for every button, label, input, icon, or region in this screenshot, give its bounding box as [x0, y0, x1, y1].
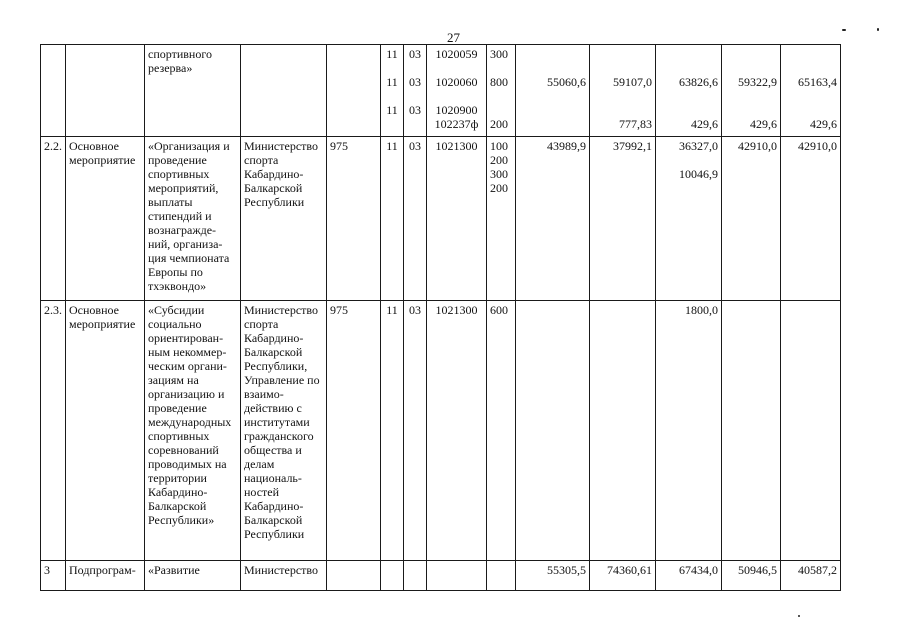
table-cell: [781, 137, 841, 301]
cell-line: соревнований: [148, 443, 219, 457]
table-cell: [427, 301, 487, 561]
cell-line: Министерство: [244, 303, 318, 317]
cell-line: [490, 563, 512, 577]
table-cell: [487, 137, 516, 301]
cell-line: гражданского: [244, 429, 314, 443]
cell-line: [69, 47, 141, 61]
cell-line: 55305,5: [547, 563, 586, 577]
table-cell: [404, 45, 427, 137]
table-cell: [590, 137, 656, 301]
cell-line: 429,6: [810, 117, 837, 131]
cell-line: ностей: [244, 485, 280, 499]
table-cell: [722, 561, 781, 591]
cell-line: спортивных: [148, 429, 210, 443]
table-cell: [66, 137, 145, 301]
table-cell: [41, 137, 66, 301]
scan-mark-top-right-2: [877, 28, 879, 31]
cell-line: стипендий и: [148, 209, 212, 223]
table-cell: [404, 301, 427, 561]
table-row-row-3: [41, 561, 841, 591]
cell-line: 55060,6: [547, 75, 586, 89]
table-cell: [516, 137, 590, 301]
cell-line: 300: [490, 47, 508, 61]
cell-line: 40587,2: [798, 563, 837, 577]
cell-line: Кабардино-: [244, 331, 304, 345]
cell-line: «Развитие: [148, 563, 200, 577]
table-cell: [656, 301, 722, 561]
table-cell: [145, 45, 241, 137]
cell-line: 37992,1: [613, 139, 652, 153]
cell-line: Кабардино-: [244, 167, 304, 181]
table-cell: [327, 137, 381, 301]
cell-line: 1021300: [435, 139, 478, 153]
cell-line: 03: [409, 139, 421, 153]
cell-line: ция чемпионата: [148, 251, 230, 265]
table-cell: [781, 45, 841, 137]
cell-line: [244, 47, 323, 61]
cell-line: Республики,: [244, 359, 308, 373]
cell-line: 43989,9: [547, 139, 586, 153]
cell-line: [593, 47, 652, 61]
cell-line: Балкарской: [244, 181, 303, 195]
table-cell: [404, 137, 427, 301]
cell-line: [593, 89, 652, 103]
cell-line: 11: [386, 103, 398, 117]
cell-line: 300: [490, 167, 508, 181]
cell-line: международных: [148, 415, 232, 429]
cell-line: 100: [490, 139, 508, 153]
table-cell: [722, 45, 781, 137]
cell-line: 102237ф: [434, 117, 479, 131]
cell-line: 59322,9: [738, 75, 777, 89]
cell-line: Балкарской: [244, 513, 303, 527]
budget-table: [40, 44, 841, 591]
cell-line: [784, 303, 837, 317]
cell-line: ориентирован-: [148, 331, 224, 345]
cell-line: территории: [148, 471, 207, 485]
cell-line: 777,83: [619, 117, 652, 131]
cell-line: [725, 61, 777, 75]
cell-line: [659, 61, 718, 75]
cell-line: 200: [490, 117, 508, 131]
cell-line: националь-: [244, 471, 302, 485]
cell-line: спортивного: [148, 47, 212, 61]
table-cell: [241, 137, 327, 301]
cell-line: [593, 303, 652, 317]
table-cell: [66, 561, 145, 591]
cell-line: мероприятие: [69, 153, 136, 167]
table-cell: [66, 45, 145, 137]
cell-line: [519, 303, 586, 317]
table-cell: [381, 561, 404, 591]
cell-line: [593, 103, 652, 117]
cell-line: общества и: [244, 443, 302, 457]
table-cell: [722, 301, 781, 561]
cell-line: Министерство: [244, 563, 318, 577]
table-cell: [41, 561, 66, 591]
table-cell: [487, 561, 516, 591]
cell-line: 429,6: [691, 117, 718, 131]
cell-line: Республики»: [148, 513, 215, 527]
cell-line: [384, 61, 400, 75]
table-cell: [145, 137, 241, 301]
cell-line: 800: [490, 75, 508, 89]
cell-line: 975: [330, 303, 348, 317]
cell-line: 1021300: [435, 303, 478, 317]
cell-line: [593, 61, 652, 75]
cell-line: организацию и: [148, 387, 225, 401]
cell-line: 2.2.: [44, 139, 62, 153]
cell-line: [659, 47, 718, 61]
cell-line: 1020059: [435, 47, 478, 61]
cell-line: 2.3.: [44, 303, 62, 317]
table-cell: [516, 301, 590, 561]
table-cell: [381, 137, 404, 301]
cell-line: [659, 103, 718, 117]
cell-line: 600: [490, 303, 508, 317]
cell-line: действию с: [244, 401, 302, 415]
table-cell: [656, 137, 722, 301]
cell-line: [725, 47, 777, 61]
table-cell: [327, 561, 381, 591]
scan-mark-top-right: [842, 29, 846, 31]
table-cell: [590, 561, 656, 591]
cell-line: Республики: [244, 195, 305, 209]
table-cell: [427, 137, 487, 301]
cell-line: Балкарской: [148, 499, 207, 513]
cell-line: выплаты: [148, 195, 193, 209]
cell-line: [659, 89, 718, 103]
cell-line: [384, 563, 400, 577]
table-cell: [656, 45, 722, 137]
table-cell: [381, 301, 404, 561]
cell-line: [430, 89, 483, 103]
cell-line: [519, 61, 586, 75]
table-cell: [590, 301, 656, 561]
cell-line: Основное: [69, 303, 119, 317]
cell-line: взаимо-: [244, 387, 284, 401]
cell-line: [407, 563, 423, 577]
cell-line: «Субсидии: [148, 303, 205, 317]
cell-line: 1020060: [435, 75, 478, 89]
cell-line: 03: [409, 47, 421, 61]
cell-line: ным некоммер-: [148, 345, 227, 359]
cell-line: [330, 47, 377, 61]
cell-line: 36327,0: [679, 139, 718, 153]
cell-line: мероприятий,: [148, 181, 219, 195]
cell-line: [490, 103, 512, 117]
cell-line: делам: [244, 457, 275, 471]
table-cell: [516, 45, 590, 137]
table-cell: [41, 301, 66, 561]
cell-line: 63826,6: [679, 75, 718, 89]
table-cell: [516, 561, 590, 591]
table-row-row-continuation: [41, 45, 841, 137]
scan-mark-bottom-right: [798, 615, 800, 617]
cell-line: спорта: [244, 153, 279, 167]
cell-line: 74360,61: [607, 563, 652, 577]
table-row-row-2-3: [41, 301, 841, 561]
cell-line: спортивных: [148, 167, 210, 181]
table-cell: [590, 45, 656, 137]
cell-line: [519, 47, 586, 61]
cell-line: 429,6: [750, 117, 777, 131]
cell-line: [725, 89, 777, 103]
table-cell: [327, 301, 381, 561]
cell-line: 11: [386, 75, 398, 89]
cell-line: 10046,9: [679, 167, 718, 181]
cell-line: [384, 89, 400, 103]
table-cell: [381, 45, 404, 137]
cell-line: 42910,0: [738, 139, 777, 153]
cell-line: 200: [490, 181, 508, 195]
cell-line: Кабардино-: [244, 499, 304, 513]
table-cell: [487, 45, 516, 137]
table-cell: [41, 45, 66, 137]
cell-line: 03: [409, 103, 421, 117]
cell-line: проводимых на: [148, 457, 227, 471]
cell-line: ческим органи-: [148, 359, 227, 373]
cell-line: 59107,0: [613, 75, 652, 89]
cell-line: [784, 61, 837, 75]
table-body: [41, 45, 841, 591]
cell-line: мероприятие: [69, 317, 136, 331]
cell-line: 11: [386, 303, 398, 317]
table-cell: [241, 301, 327, 561]
cell-line: [490, 89, 512, 103]
cell-line: 3: [44, 563, 50, 577]
table-cell: [404, 561, 427, 591]
cell-line: институтами: [244, 415, 310, 429]
cell-line: Основное: [69, 139, 119, 153]
cell-line: [407, 61, 423, 75]
table-cell: [781, 301, 841, 561]
cell-line: Кабардино-: [148, 485, 208, 499]
cell-line: ний, организа-: [148, 237, 223, 251]
cell-line: Подпрограм-: [69, 563, 136, 577]
cell-line: Балкарской: [244, 345, 303, 359]
cell-line: проведение: [148, 401, 207, 415]
cell-line: 200: [490, 153, 508, 167]
cell-line: 67434,0: [679, 563, 718, 577]
cell-line: [725, 103, 777, 117]
table-cell: [427, 561, 487, 591]
table-cell: [722, 137, 781, 301]
cell-line: 03: [409, 303, 421, 317]
cell-line: [407, 89, 423, 103]
table-cell: [66, 301, 145, 561]
table-row-row-2-2: [41, 137, 841, 301]
cell-line: вознагражде-: [148, 223, 217, 237]
table-cell: [427, 45, 487, 137]
page-number: 27: [447, 30, 460, 45]
table-cell: [241, 561, 327, 591]
cell-line: [430, 61, 483, 75]
cell-line: тхэквондо»: [148, 279, 207, 293]
cell-line: Министерство: [244, 139, 318, 153]
cell-line: 975: [330, 139, 348, 153]
table-cell: [487, 301, 516, 561]
cell-line: зациям на: [148, 373, 199, 387]
table-cell: [241, 45, 327, 137]
cell-line: 42910,0: [798, 139, 837, 153]
cell-line: 65163,4: [798, 75, 837, 89]
cell-line: Управление по: [244, 373, 320, 387]
cell-line: спорта: [244, 317, 279, 331]
table-cell: [145, 301, 241, 561]
cell-line: 11: [386, 139, 398, 153]
cell-line: социально: [148, 317, 202, 331]
cell-line: «Организация и: [148, 139, 230, 153]
cell-line: [44, 47, 62, 61]
cell-line: Республики: [244, 527, 305, 541]
cell-line: проведение: [148, 153, 207, 167]
table-cell: [145, 561, 241, 591]
table-cell: [656, 561, 722, 591]
cell-line: [659, 153, 718, 167]
cell-line: 50946,5: [738, 563, 777, 577]
cell-line: 03: [409, 75, 421, 89]
table-cell: [327, 45, 381, 137]
cell-line: 1800,0: [685, 303, 718, 317]
cell-line: 11: [386, 47, 398, 61]
cell-line: [784, 103, 837, 117]
cell-line: [725, 303, 777, 317]
cell-line: резерва»: [148, 61, 193, 75]
cell-line: [490, 61, 512, 75]
cell-line: [784, 89, 837, 103]
cell-line: Европы по: [148, 265, 203, 279]
cell-line: [430, 563, 483, 577]
cell-line: [330, 563, 377, 577]
cell-line: 1020900: [435, 103, 478, 117]
table-cell: [781, 561, 841, 591]
cell-line: [784, 47, 837, 61]
